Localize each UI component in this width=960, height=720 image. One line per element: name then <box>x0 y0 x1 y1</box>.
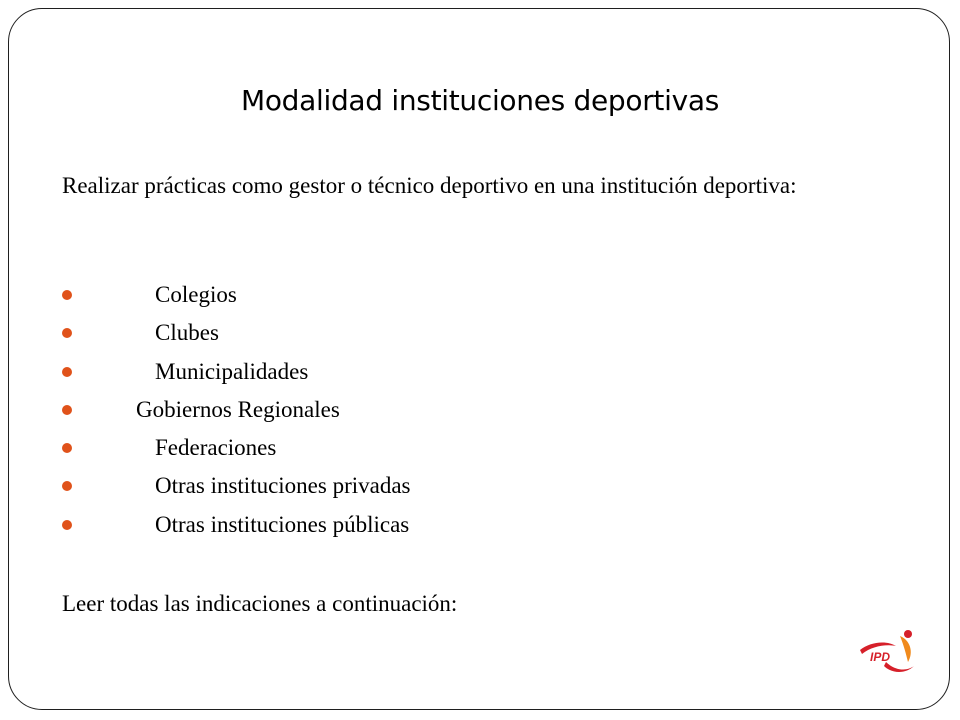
bullet-dot-icon <box>62 367 72 377</box>
logo-head <box>904 630 912 638</box>
list-item-label: Otras instituciones públicas <box>155 511 410 537</box>
list-item-label: Federaciones <box>155 435 277 461</box>
list-item-label: Municipalidades <box>155 358 309 384</box>
slide-title: Modalidad instituciones deportivas <box>240 84 720 117</box>
ipd-logo <box>856 628 918 676</box>
intro-text: Realizar prácticas como gestor o técnico deportivo en una institución deportiva: <box>62 173 797 198</box>
bullet-dot-icon <box>62 520 72 530</box>
bullet-dot-icon <box>62 290 72 300</box>
bullet-dot-icon <box>62 405 72 415</box>
list-item-label: Clubes <box>155 320 219 346</box>
list-item-label: Otras instituciones privadas <box>155 473 411 499</box>
list-item-label: Gobiernos Regionales <box>136 396 340 422</box>
logo-text: IPD <box>870 650 891 664</box>
list-item-label: Colegios <box>155 282 237 307</box>
logo-swoosh-orange <box>900 636 911 662</box>
outro-text: Leer todas las indicaciones a continuación: <box>62 591 458 616</box>
